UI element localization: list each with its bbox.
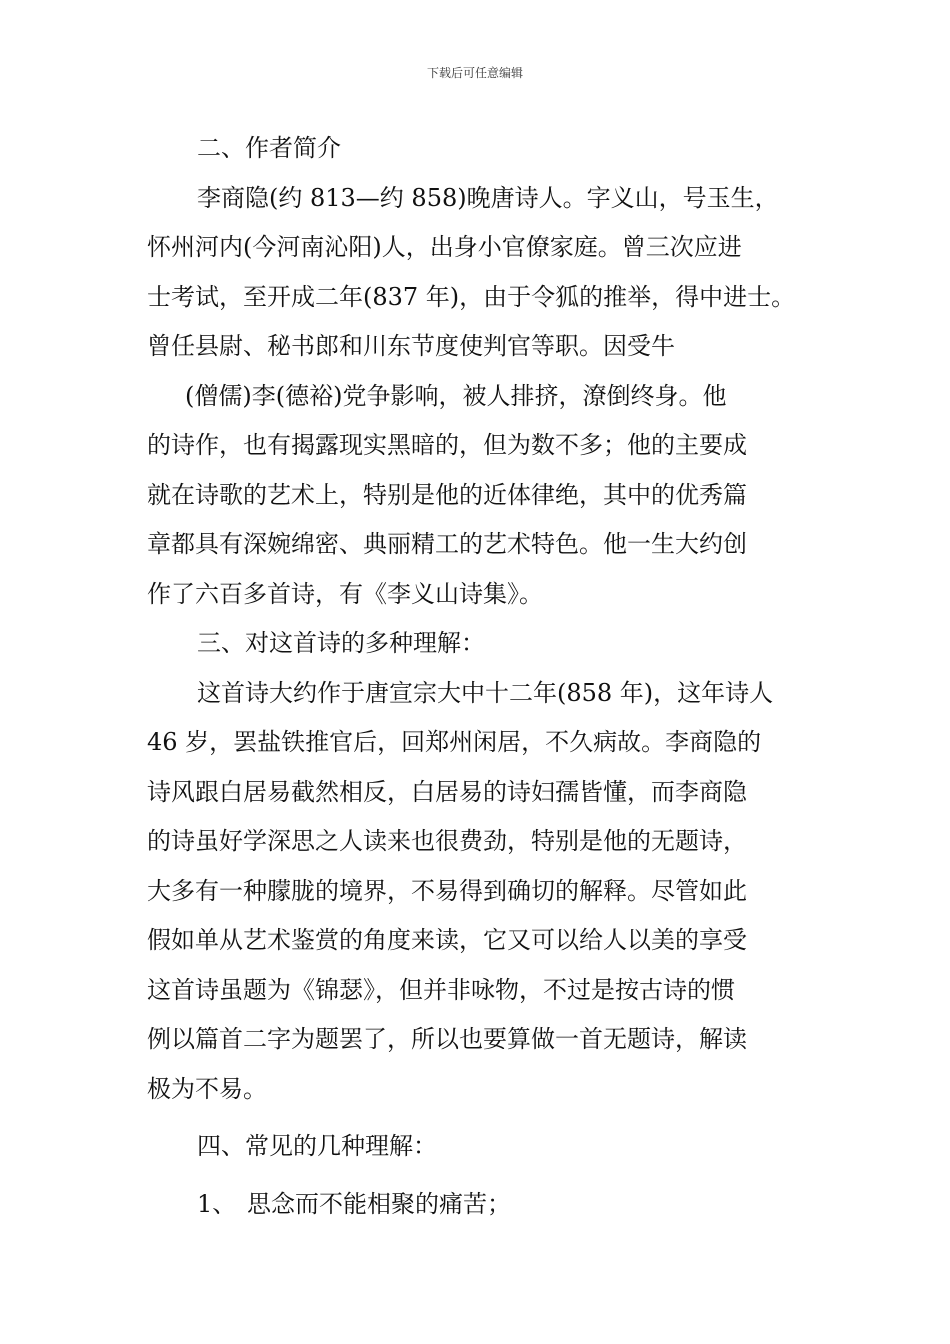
paragraph-line: 46 岁，罢盐铁推官后，回郑州闲居，不久病故。李商隐的 [147, 728, 762, 756]
section-heading: 四、常见的几种理解： [197, 1132, 437, 1160]
paragraph-line: 怀州河内(今河南沁阳)人，出身小官僚家庭。曾三次应进 [147, 233, 742, 261]
paragraph-line: 的诗虽好学深思之人读来也很费劲，特别是他的无题诗， [147, 827, 747, 855]
document-body [147, 124, 837, 1229]
paragraph-line: 曾任县尉、秘书郎和川东节度使判官等职。因受牛 [147, 332, 675, 360]
paragraph-line: 这首诗大约作于唐宣宗大中十二年(858 年)，这年诗人 [197, 678, 774, 707]
paragraph-line: 极为不易。 [147, 1074, 267, 1103]
paragraph-line: 士考试，至开成二年(837 年)，由于令狐的推举，得中进士。 [147, 282, 796, 311]
paragraph-line: 例以篇首二字为题罢了，所以也要算做一首无题诗，解读 [147, 1025, 747, 1053]
paragraph-line: 就在诗歌的艺术上，特别是他的近体律绝，其中的优秀篇 [147, 480, 747, 509]
paragraph-line: (僧儒)李(德裕)党争影响，被人排挤，潦倒终身。他 [185, 381, 727, 410]
page-header: 下载后可任意编辑 [426, 66, 523, 80]
list-item-text: 思念而不能相聚的痛苦； [247, 1189, 511, 1218]
paragraph-line: 假如单从艺术鉴赏的角度来读，它又可以给人以美的享受 [147, 926, 747, 954]
paragraph-line: 诗风跟白居易截然相反，白居易的诗妇孺皆懂，而李商隐 [147, 777, 747, 806]
list-item-number: 1、 [197, 1189, 237, 1218]
paragraph-line: 这首诗虽题为《锦瑟》，但并非咏物，不过是按古诗的惯 [147, 975, 735, 1004]
paragraph-line: 作了六百多首诗，有《李义山诗集》。 [147, 579, 543, 608]
section-heading: 三、对这首诗的多种理解： [197, 629, 485, 657]
paragraph-line: 章都具有深婉绵密、典丽精工的艺术特色。他一生大约创 [147, 530, 747, 558]
list-item [147, 1180, 837, 1230]
paragraph-line: 大多有一种朦胧的境界，不易得到确切的解释。尽管如此 [147, 876, 747, 905]
paragraph-line: 李商隐(约 813—约 858)晚唐诗人。字义山，号玉生， [197, 183, 779, 212]
paragraph-line: 的诗作，也有揭露现实黑暗的，但为数不多；他的主要成 [147, 431, 747, 459]
section-heading: 二、作者简介 [197, 134, 341, 162]
